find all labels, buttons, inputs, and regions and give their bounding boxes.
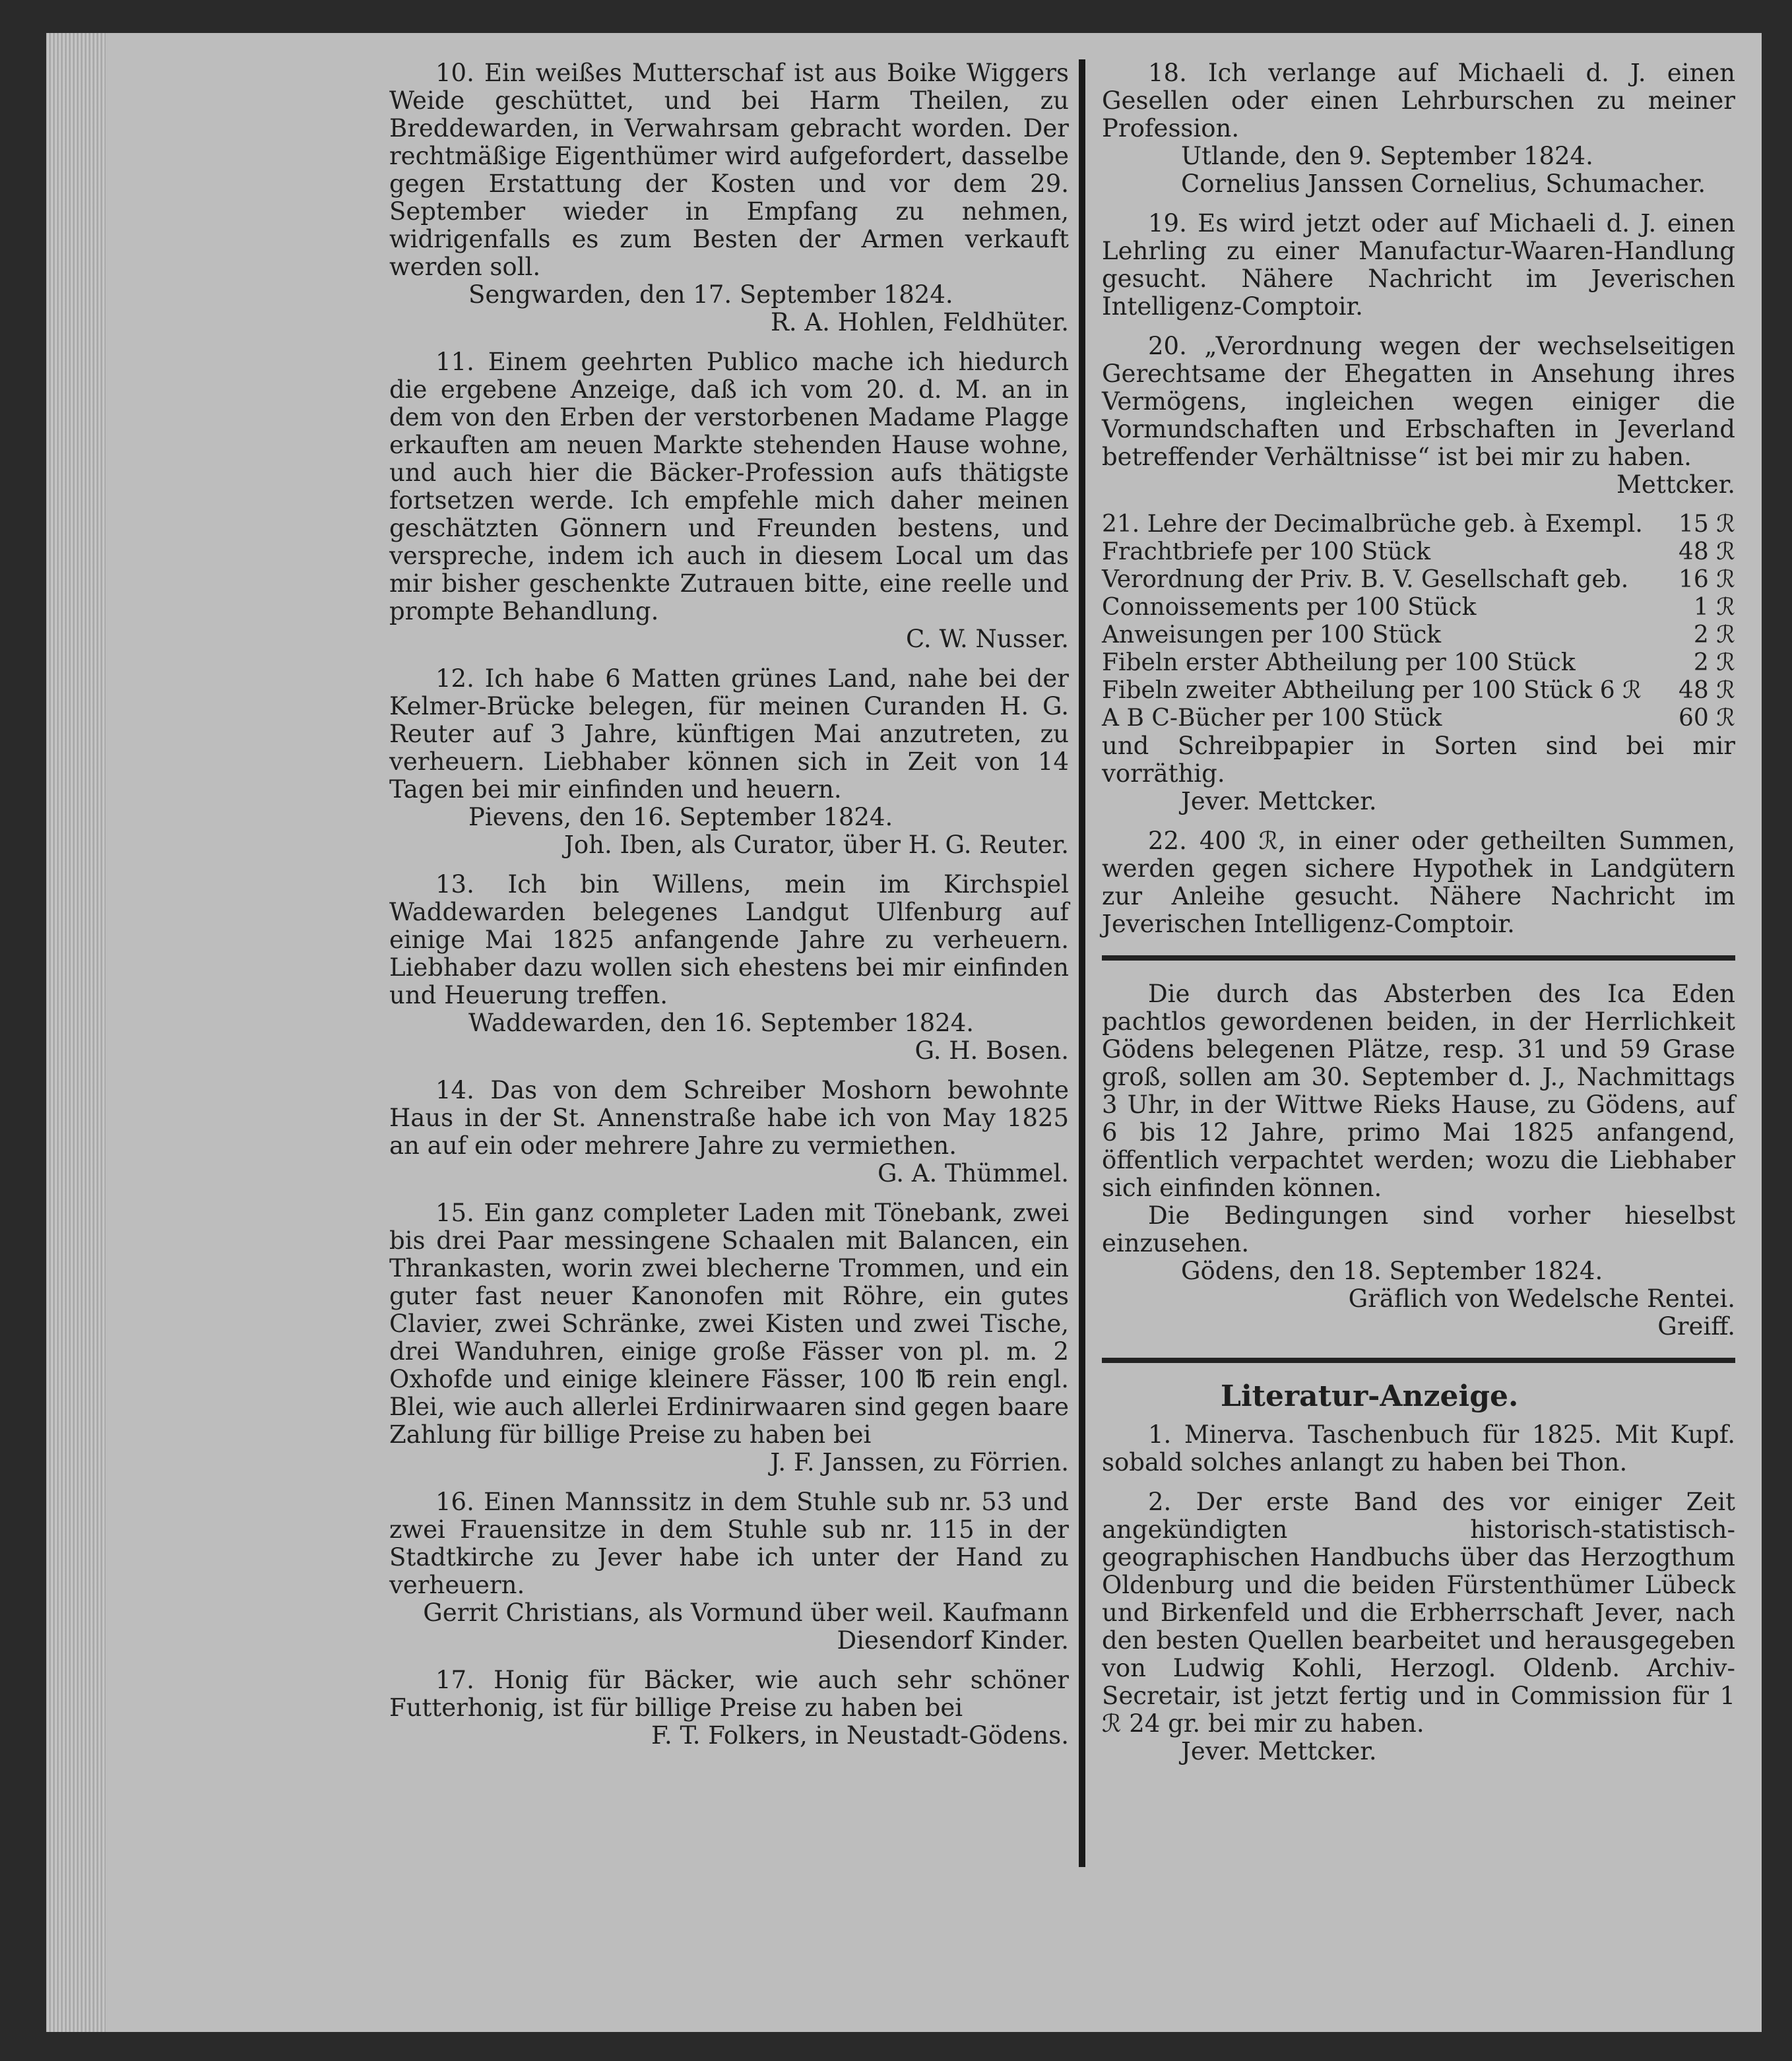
price-row: A B C-Bücher per 100 Stück 60 ℛ xyxy=(1102,705,1735,732)
section-rule xyxy=(1102,1358,1735,1363)
book-spine xyxy=(46,33,106,2032)
price-row: Verordnung der Priv. B. V. Gesellschaft geb. 16 ℛ xyxy=(1102,566,1735,593)
section-rule xyxy=(1102,955,1735,961)
lease-notice: Die durch das Absterben des Ica Eden pachtlos gewordenen beiden, in der Herrlichkeit Gödens belegenen Plätze, resp. 31 und 59 Grase groß, sollen am 30. September d. J., Nachmittags 3 Uhr, in der Wittwe Rieks Hause, zu Gödens, auf 6 bis 12 Jahre, primo Mai 1825 anfangend, öffentlich verpachtet werden; wozu die Liebhaber sich einfinden können. Die Bedingungen sind vorher hieselbst einzusehen. Gödens, den 18. September 1824. Gräflich von Wedelsche Rentei. Greiff. xyxy=(1102,980,1735,1341)
entry-14: 14. Das von dem Schreiber Moshorn bewohnte Haus in der St. Annenstraße habe ich von May 1825 an auf ein oder mehrere Jahre zu vermiethen. G. A. Thümmel. xyxy=(389,1076,1069,1188)
entry-18: 18. Ich verlange auf Michaeli d. J. einen Gesellen oder einen Lehrburschen zu meiner Profession. Utlande, den 9. September 1824. Cornelius Janssen Cornelius, Schumacher. xyxy=(1102,59,1735,198)
entry-22: 22. 400 ℛ, in einer oder getheilten Summen, werden gegen sichere Hypothek in Landgütern zur Anleihe gesucht. Nähere Nachricht im Jeverischen Intelligenz-Comptoir. xyxy=(1102,827,1735,938)
price-row: Connoissements per 100 Stück 1 ℛ xyxy=(1102,594,1735,621)
entry-17: 17. Honig für Bäcker, wie auch sehr schöner Futterhonig, ist für billige Preise zu haben bei F. T. Folkers, in Neustadt-Gödens. xyxy=(389,1666,1069,1750)
newspaper-page xyxy=(46,33,1762,2032)
entry-11: 11. Einem geehrten Publico mache ich hiedurch die ergebene Anzeige, daß ich vom 20. d. M. an in dem von den Erben der verstorbenen Madame Plagge erkauften am neuen Markte stehenden Hause wohne, und auch hier die Bäcker-Profession aufs thätigste fortsetzen werde. Ich empfehle mich daher meinen geschätzten Gönnern und Freunden bestens, und verspreche, indem ich auch in diesem Local um das mir bisher geschenkte Zutrauen bitte, eine reelle und prompte Behandlung. C. W. Nusser. xyxy=(389,348,1069,653)
literature-entry-2: 2. Der erste Band des vor einiger Zeit angekündigten historisch-statistisch-geographischen Handbuchs über das Herzogthum Oldenburg und die beiden Fürstenthümer Lübeck und Birkenfeld und die Erbherrschaft Jever, nach den besten Quellen bearbeitet und herausgegeben von Ludwig Kohli, Herzogl. Oldenb. Archiv-Secretair, ist jetzt fertig und in Commission für 1 ℛ 24 gr. bei mir zu haben. Jever. Mettcker. xyxy=(1102,1488,1735,1765)
entry-12: 12. Ich habe 6 Matten grünes Land, nahe bei der Kelmer-Brücke belegen, für meinen Curanden H. G. Reuter auf 3 Jahre, künftigen Mai anzutreten, zu verheuern. Liebhaber können sich in Zeit von 14 Tagen bei mir einfinden und heuern. Pievens, den 16. September 1824. Joh. Iben, als Curator, über H. G. Reuter. xyxy=(389,664,1069,859)
left-column xyxy=(389,59,1069,1761)
literature-heading: Literatur-Anzeige. xyxy=(1221,1379,1519,1413)
entry-15: 15. Ein ganz completer Laden mit Tönebank, zwei bis drei Paar messingene Schaalen mit Balancen, ein Thrankasten, worin zwei blecherne Trommen, und ein guter fast neuer Kanonofen mit Röhre, ein gutes Clavier, zwei Schränke, zwei Kisten und zwei Tische, drei Wanduhren, einige große Fässer von pl. m. 2 Oxhofde und einige kleinere Fässer, 100 ℔ rein engl. Blei, wie auch allerlei Erdinirwaaren sind gegen baare Zahlung für billige Preise zu haben bei J. F. Janssen, zu Förrien. xyxy=(389,1199,1069,1476)
entry-21-price-list: 21. Lehre der Decimalbrüche geb. à Exempl. 15 ℛ Frachtbriefe per 100 Stück 48 ℛ Verordnung der Priv. B. V. Gesellschaft geb. 16 ℛ Connoissements per 100 Stück 1 ℛ Anweisungen per 100 Stück 2 ℛ Fibeln erster Abtheilung per 100 Stück 2 ℛ Fibeln zweiter Abtheilung per 100 Stück 6 ℛ 48 ℛ A B C-Bücher per 100 Stück 60 ℛ und Schreibpapier in Sorten sind bei mir vorräthig. Jever. Mettcker. xyxy=(1102,511,1735,815)
price-row: Fibeln erster Abtheilung per 100 Stück 2 ℛ xyxy=(1102,649,1735,676)
price-row: Anweisungen per 100 Stück 2 ℛ xyxy=(1102,621,1735,649)
entry-20: 20. „Verordnung wegen der wechselseitigen Gerechtsame der Ehegatten in Ansehung ihres Vermögens, ingleichen wegen einiger die Vormundschaften und Erbschaften in Jeverland betreffender Verhältnisse“ ist bei mir zu haben. Mettcker. xyxy=(1102,332,1735,499)
entry-19: 19. Es wird jetzt oder auf Michaeli d. J. einen Lehrling zu einer Manufactur-Waaren-Handlung gesucht. Nähere Nachricht im Jeverischen Intelligenz-Comptoir. xyxy=(1102,209,1735,321)
right-column xyxy=(1102,59,1735,1777)
entry-16: 16. Einen Mannssitz in dem Stuhle sub nr. 53 und zwei Frauensitze in dem Stuhle sub nr. 115 in der Stadtkirche zu Jever habe ich unter der Hand zu verheuern. Gerrit Christians, als Vormund über weil. Kaufmann Diesendorf Kinder. xyxy=(389,1488,1069,1655)
price-row: 21. Lehre der Decimalbrüche geb. à Exempl. 15 ℛ xyxy=(1102,511,1735,538)
column-divider xyxy=(1079,59,1085,1867)
price-row: Frachtbriefe per 100 Stück 48 ℛ xyxy=(1102,538,1735,565)
literature-entry-1: 1. Minerva. Taschenbuch für 1825. Mit Kupf. sobald solches anlangt zu haben bei Thon. xyxy=(1102,1420,1735,1476)
price-row: Fibeln zweiter Abtheilung per 100 Stück 6 ℛ 48 ℛ xyxy=(1102,677,1735,704)
price-table xyxy=(1102,511,1735,732)
entry-10: 10. Ein weißes Mutterschaf ist aus Boike Wiggers Weide geschüttet, und bei Harm Theilen, zu Breddewarden, in Verwahrsam gebracht worden. Der rechtmäßige Eigenthümer wird aufgefordert, dasselbe gegen Erstattung der Kosten und vor dem 29. September wieder in Empfang zu nehmen, widrigenfalls es zum Besten der Armen verkauft werden soll. Sengwarden, den 17. September 1824. R. A. Hohlen, Feldhüter. xyxy=(389,59,1069,336)
entry-13: 13. Ich bin Willens, mein im Kirchspiel Waddewarden belegenes Landgut Ulfenburg auf einige Mai 1825 anfangende Jahre zu verheuern. Liebhaber dazu wollen sich ehestens bei mir einfinden und Heuerung treffen. Waddewarden, den 16. September 1824. G. H. Bosen. xyxy=(389,870,1069,1065)
